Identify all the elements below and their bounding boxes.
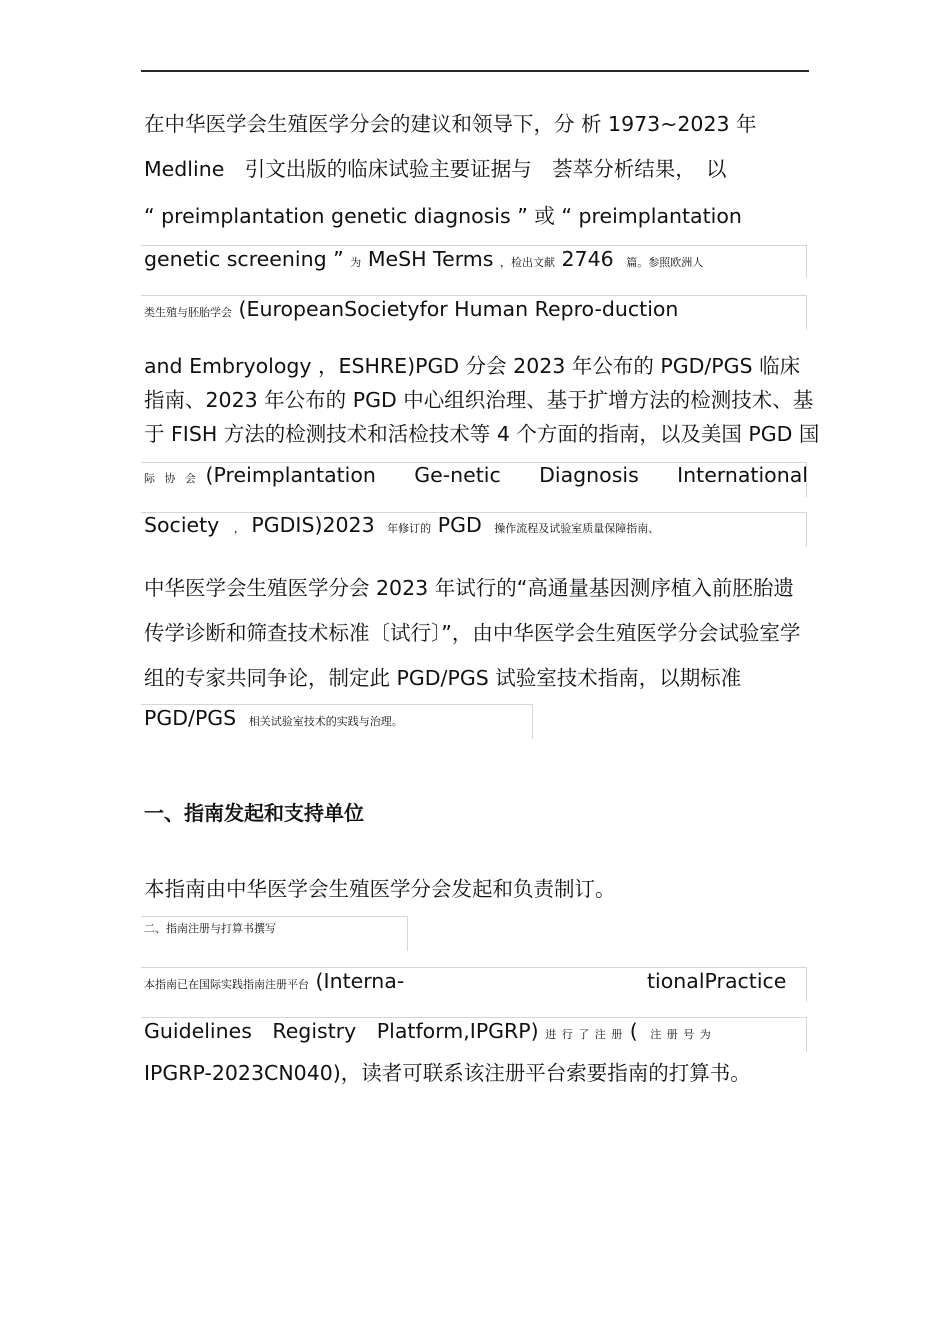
p1-line10-small-1: ， xyxy=(233,522,245,535)
p1-line8: 于 FISH 方法的检测技术和活检技术等 4 个方面的指南，以及美国 PGD 国 xyxy=(144,422,820,446)
p1-line7: 指南、2023 年公布的 PGD 中心组织治理、基于扩增方法的检测技术、基 xyxy=(144,388,814,412)
s2-line3: IPGRP-2023CN040)，读者可联系该注册平台索要指南的打算书。 xyxy=(144,1061,751,1085)
s2-line1 xyxy=(144,968,404,998)
p1-line1: 在中华医学会生殖医学分会的建议和领导下，分 析 1973~2023 年 xyxy=(144,112,757,136)
p1-line3: “ preimplantation genetic diagnosis ” 或 “ preimplantation xyxy=(144,204,742,228)
p1-line10-main: Society xyxy=(144,513,220,537)
p1-line4-small-3: 篇。参照欧洲人 xyxy=(626,256,704,269)
s2-line2-main: Guidelines Registry Platform,IPGRP) xyxy=(144,1019,539,1043)
header-rule xyxy=(141,70,809,72)
p1-line4 xyxy=(144,246,703,276)
p1-line9-row xyxy=(144,462,808,492)
p1-line9-word3: Diagnosis xyxy=(539,463,639,487)
p2-line3: 组的专家共同争论，制定此 PGD/PGS 试验室技术指南，以期标准 xyxy=(144,666,742,690)
s2-line2-small-1: 进 行 了 注 册 xyxy=(545,1028,624,1041)
p1-line9 xyxy=(144,462,808,492)
p1-line6: and Embryology ，ESHRE)PGD 分会 2023 年公布的 PGD/PGS 临床 xyxy=(144,354,801,378)
p1-line10 xyxy=(144,512,659,542)
p1-line5 xyxy=(144,296,678,326)
section2-heading xyxy=(144,912,276,942)
p2-line1: 中华医学会生殖医学分会 2023 年试行的“高通量基因测序植入前胚胎遗 xyxy=(144,576,794,600)
p1-line4-small-2: ，检出文献 xyxy=(499,256,555,269)
section1-heading: 一、指南发起和支持单位 xyxy=(144,801,364,825)
s2-line1-right: tionalPractice xyxy=(647,969,787,993)
section1-body: 本指南由中华医学会生殖医学分会发起和负责制订。 xyxy=(144,877,616,901)
p2-line4-small: 相关试验室技术的实践与治理。 xyxy=(248,715,403,728)
p1-line10-small-2: 年修订的 xyxy=(387,522,432,535)
p1-line4-main: genetic screening ” xyxy=(144,247,344,271)
p1-line4-small-1: 为 xyxy=(350,256,362,269)
s2-line2-paren: ( xyxy=(629,1019,638,1043)
p1-line4-count: 2746 xyxy=(561,247,614,271)
p2-line4 xyxy=(144,705,403,735)
p1-line9-word2: Ge-netic xyxy=(414,463,501,487)
p1-line10-pgd: PGD xyxy=(437,513,482,537)
s2-line1-main: (Interna- xyxy=(315,969,405,993)
p2-line4-main: PGD/PGS xyxy=(144,706,237,730)
p1-line10-mid: PGDIS)2023 xyxy=(251,513,375,537)
s2-line2-small-2: 注 册 号 为 xyxy=(650,1028,712,1041)
p1-line9-word1: (Preimplantation xyxy=(205,463,376,487)
p2-line2: 传学诊断和筛查技术标准〔试行〕”，由中华医学会生殖医学分会试验室学 xyxy=(144,621,801,645)
p1-line5-small: 类生殖与胚胎学会 xyxy=(144,306,232,319)
p1-line4-mesh: MeSH Terms xyxy=(367,247,494,271)
p1-line10-small-3: 操作流程及试验室质量保障指南、 xyxy=(494,522,660,535)
p1-line2: Medline 引文出版的临床试验主要证据与 荟萃分析结果， 以 xyxy=(144,157,727,181)
s2-line2 xyxy=(144,1018,712,1048)
p1-line5-main: (EuropeanSocietyfor Human Repro-duction xyxy=(238,297,679,321)
p1-line9-small: 际 协 会 xyxy=(144,472,199,485)
p1-line9-word4: International xyxy=(677,463,808,487)
s2-line1-small: 本指南已在国际实践指南注册平台 xyxy=(144,978,309,991)
section2-heading-text: 二、指南注册与打算书撰写 xyxy=(144,922,276,935)
